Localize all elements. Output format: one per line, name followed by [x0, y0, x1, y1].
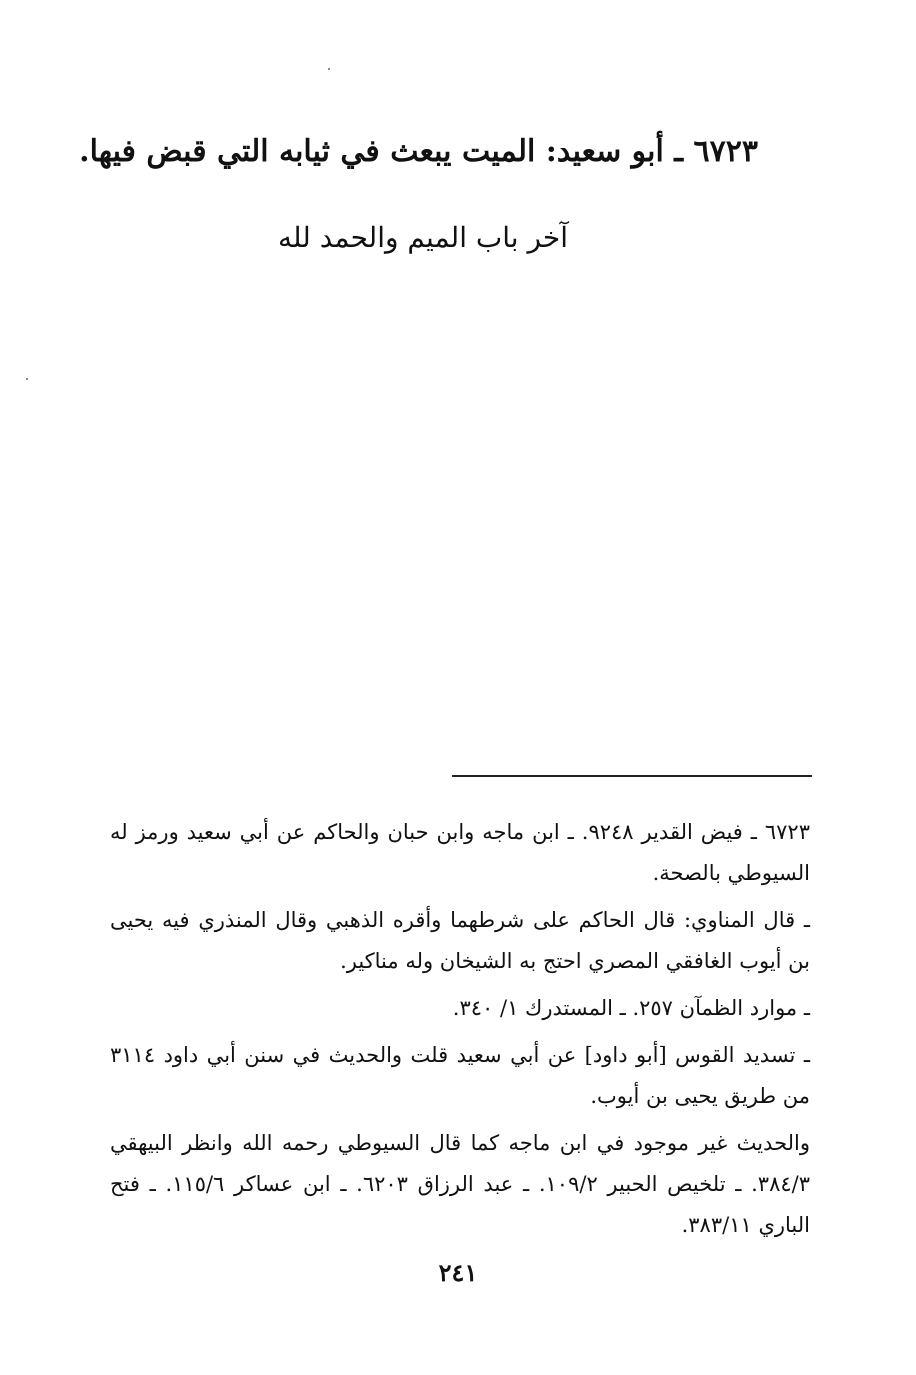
hadith-text: ٦٧٢٣ ـ أبو سعيد: الميت يبعث في ثيابه التي قبض فيها. [79, 134, 758, 169]
chapter-closing: آخر باب الميم والحمد لله [277, 221, 568, 254]
footnote-separator [452, 775, 812, 777]
footnote-item: ـ قال المناوي: قال الحاكم على شرطهما وأقره الذهبي وقال المنذري فيه يحيى بن أيوب الغافقي المصري احتج به الشيخان وله مناكير. [110, 908, 810, 973]
page-number: ٢٤١ [438, 1258, 478, 1287]
footnote-item: ـ موارد الظمآن ٢٥٧. ـ المستدرك ١/ ٣٤٠. [452, 996, 810, 1020]
footnotes [110, 812, 810, 1252]
scan-speck [328, 68, 330, 70]
footnote-item: والحديث غير موجود في ابن ماجه كما قال السيوطي رحمه الله وانظر البيهقي ٣٨٤/٣. ـ تلخيص الحبير ١٠٩/٢. ـ عبد الرزاق ٦٢٠٣. ـ ابن عساكر ١١٥/٦. ـ فتح الباري ٣٨٣/١١. [110, 1131, 810, 1237]
footnote-item: ـ تسديد القوس [أبو داود] عن أبي سعيد قلت والحديث في سنن أبي داود ٣١١٤ من طريق يحيى بن أيوب. [110, 1043, 810, 1108]
footnote-item: ٦٧٢٣ ـ فيض القدير ٩٢٤٨. ـ ابن ماجه وابن حبان والحاكم عن أبي سعيد ورمز له السيوطي بالصحة. [110, 820, 810, 885]
scan-speck [26, 378, 28, 380]
